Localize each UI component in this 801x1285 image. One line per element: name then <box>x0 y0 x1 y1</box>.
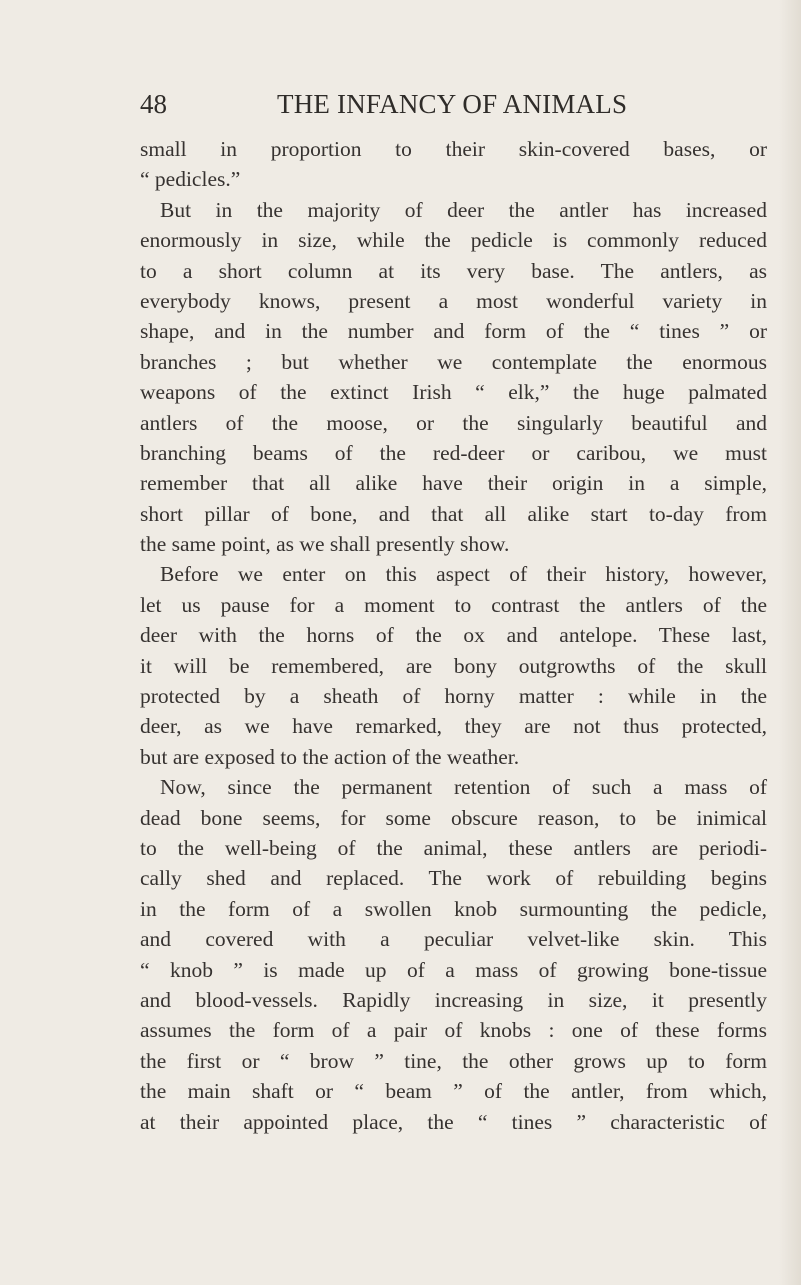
text-line: enormously in size, while the pedicle is commonly reduced <box>140 228 767 253</box>
running-title: THE INFANCY OF ANIMALS <box>277 89 628 119</box>
text-line: But in the majority of deer the antler has increased <box>160 197 767 222</box>
text-line: protected by a sheath of horny matter : while in the <box>140 684 767 709</box>
text-line: cally shed and replaced. The work of rebuilding begins <box>140 866 767 891</box>
text-line: weapons of the extinct Irish “ elk,” the huge palmated <box>140 380 767 405</box>
text-line: dead bone seems, for some obscure reason, to be inimical <box>140 805 767 830</box>
text-line: everybody knows, present a most wonderful variety in <box>140 288 767 313</box>
text-line: to the well-being of the animal, these antlers are periodi- <box>140 835 767 860</box>
text-line: and covered with a peculiar velvet-like skin. This <box>140 927 767 952</box>
text-line: the first or “ brow ” tine, the other grows up to form <box>140 1048 767 1073</box>
text-line: antlers of the moose, or the singularly beautiful and <box>140 410 767 435</box>
text-line: to a short column at its very base. The antlers, as <box>140 258 767 283</box>
running-head <box>140 84 672 124</box>
text-line: small in proportion to their skin-covered bases, or <box>140 137 767 161</box>
page-number: 48 <box>140 89 167 119</box>
text-line: “ pedicles.” <box>140 167 241 192</box>
text-line: Before we enter on this aspect of their history, however, <box>160 562 767 587</box>
text-line: branching beams of the red-deer or caribou, we must <box>140 440 767 465</box>
text-line: deer with the horns of the ox and antelope. These last, <box>140 623 767 648</box>
text-line: let us pause for a moment to contrast the antlers of the <box>140 592 767 617</box>
text-line: shape, and in the number and form of the “ tines ” or <box>140 319 767 344</box>
text-line: but are exposed to the action of the weather. <box>140 744 520 769</box>
body-text <box>140 134 767 1137</box>
text-line: “ knob ” is made up of a mass of growing bone-tissue <box>140 957 767 982</box>
text-line: and blood-vessels. Rapidly increasing in size, it presently <box>140 987 767 1012</box>
text-line: Now, since the permanent retention of such a mass of <box>160 775 767 800</box>
text-line: at their appointed place, the “ tines ” characteristic of <box>140 1109 767 1134</box>
text-line: branches ; but whether we contemplate the enormous <box>140 349 767 374</box>
text-line: short pillar of bone, and that all alike start to-day from <box>140 501 767 526</box>
text-line: it will be remembered, are bony outgrowths of the skull <box>140 653 767 678</box>
text-line: assumes the form of a pair of knobs : one of these forms <box>140 1018 767 1043</box>
text-line: deer, as we have remarked, they are not thus protected, <box>140 714 767 739</box>
text-line: in the form of a swollen knob surmounting the pedicle, <box>140 896 767 921</box>
text-line: the main shaft or “ beam ” of the antler, from which, <box>140 1079 767 1104</box>
text-line: remember that all alike have their origin in a simple, <box>140 471 767 496</box>
text-line: the same point, as we shall presently show. <box>140 532 510 557</box>
page-edge-shading <box>779 0 801 1285</box>
